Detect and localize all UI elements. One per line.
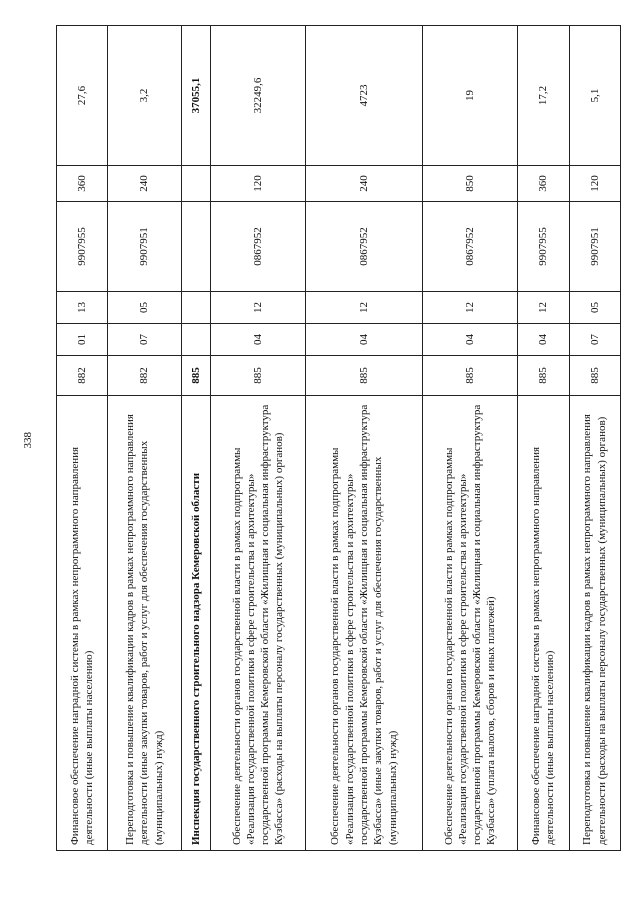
- row-target-article-code: 0867952: [306, 202, 423, 292]
- budget-table: [56, 25, 621, 851]
- row-amount: 27,6: [57, 26, 108, 166]
- row-description: Обеспечение деятельности органов государственной власти в рамках подпрограммы «Реализация государственной политики в сфере строительства и архитектуры» государственной программы Кемеровской области «Жилищная и социальная инфраструктура Кузбасса» (иные закупки товаров, работ и услуг для обеспечения государственных (муниципальных) нужд): [306, 396, 423, 851]
- row-subsection-code: 13: [57, 292, 108, 324]
- row-section-code: 04: [306, 324, 423, 356]
- table-row: [423, 26, 518, 851]
- row-subsection-code: 12: [423, 292, 518, 324]
- row-subsection-code: 05: [108, 292, 181, 324]
- row-grbs-code: 885: [211, 356, 306, 396]
- row-subsection-code: [181, 292, 211, 324]
- row-description: Обеспечение деятельности органов государственной власти в рамках подпрограммы «Реализация государственной политики в сфере строительства и архитектуры» государственной программы Кемеровской области «Жилищная и социальная инфраструктура Кузбасса» (расходы на выплаты персоналу государственных (муниципальных) органов): [211, 396, 306, 851]
- row-grbs-code: 885: [569, 356, 620, 396]
- table-row: [306, 26, 423, 851]
- row-section-code: 07: [569, 324, 620, 356]
- row-description: Финансовое обеспечение наградной системы в рамках непрограммного направления деятельности (иные выплаты населению): [57, 396, 108, 851]
- row-amount: 32249,6: [211, 26, 306, 166]
- row-grbs-code: 885: [518, 356, 569, 396]
- row-subsection-code: 12: [306, 292, 423, 324]
- row-amount: 19: [423, 26, 518, 166]
- row-section-code: [181, 324, 211, 356]
- row-amount: 37055,1: [181, 26, 211, 166]
- row-amount: 5,1: [569, 26, 620, 166]
- row-amount: 4723: [306, 26, 423, 166]
- row-description: Переподготовка и повышение квалификации кадров в рамках непрограммного направления деятельности (расходы на выплаты персоналу государственных (муниципальных) органов): [569, 396, 620, 851]
- row-target-article-code: 9907955: [57, 202, 108, 292]
- row-target-article-code: [181, 202, 211, 292]
- row-expense-type-code: 850: [423, 166, 518, 202]
- row-description: Переподготовка и повышение квалификации кадров в рамках непрограммного направления деятельности (иные закупки товаров, работ и услуг для обеспечения государственных (муниципальных) нужд): [108, 396, 181, 851]
- row-expense-type-code: 120: [211, 166, 306, 202]
- row-section-code: 07: [108, 324, 181, 356]
- row-target-article-code: 0867952: [211, 202, 306, 292]
- row-grbs-code: 885: [181, 356, 211, 396]
- row-expense-type-code: 360: [57, 166, 108, 202]
- row-section-code: 01: [57, 324, 108, 356]
- row-grbs-code: 882: [57, 356, 108, 396]
- row-description: Обеспечение деятельности органов государственной власти в рамках подпрограммы «Реализация государственной политики в сфере строительства и архитектуры» государственной программы Кемеровской области «Жилищная и социальная инфраструктура Кузбасса» (уплата налогов, сборов и иных платежей): [423, 396, 518, 851]
- row-section-code: 04: [423, 324, 518, 356]
- row-target-article-code: 0867952: [423, 202, 518, 292]
- row-amount: 17,2: [518, 26, 569, 166]
- row-expense-type-code: 360: [518, 166, 569, 202]
- row-grbs-code: 885: [423, 356, 518, 396]
- row-description: Инспекция государственного строительного надзора Кемеровской области: [181, 396, 211, 851]
- row-subsection-code: 12: [211, 292, 306, 324]
- row-expense-type-code: 120: [569, 166, 620, 202]
- row-grbs-code: 885: [306, 356, 423, 396]
- row-subsection-code: 12: [518, 292, 569, 324]
- row-expense-type-code: 240: [306, 166, 423, 202]
- table-row: [211, 26, 306, 851]
- row-section-code: 04: [518, 324, 569, 356]
- rotated-table-container: [56, 26, 621, 851]
- row-target-article-code: 9907951: [569, 202, 620, 292]
- budget-table-body: [57, 26, 621, 851]
- row-amount: 3,2: [108, 26, 181, 166]
- table-row: [181, 26, 211, 851]
- table-row: [108, 26, 181, 851]
- table-row: [57, 26, 108, 851]
- table-row: [518, 26, 569, 851]
- table-row: [569, 26, 620, 851]
- row-expense-type-code: 240: [108, 166, 181, 202]
- row-section-code: 04: [211, 324, 306, 356]
- page-number: 338: [22, 432, 34, 449]
- row-target-article-code: 9907951: [108, 202, 181, 292]
- row-description: Финансовое обеспечение наградной системы в рамках непрограммного направления деятельности (иные выплаты населению): [518, 396, 569, 851]
- row-expense-type-code: [181, 166, 211, 202]
- row-target-article-code: 9907955: [518, 202, 569, 292]
- row-grbs-code: 882: [108, 356, 181, 396]
- row-subsection-code: 05: [569, 292, 620, 324]
